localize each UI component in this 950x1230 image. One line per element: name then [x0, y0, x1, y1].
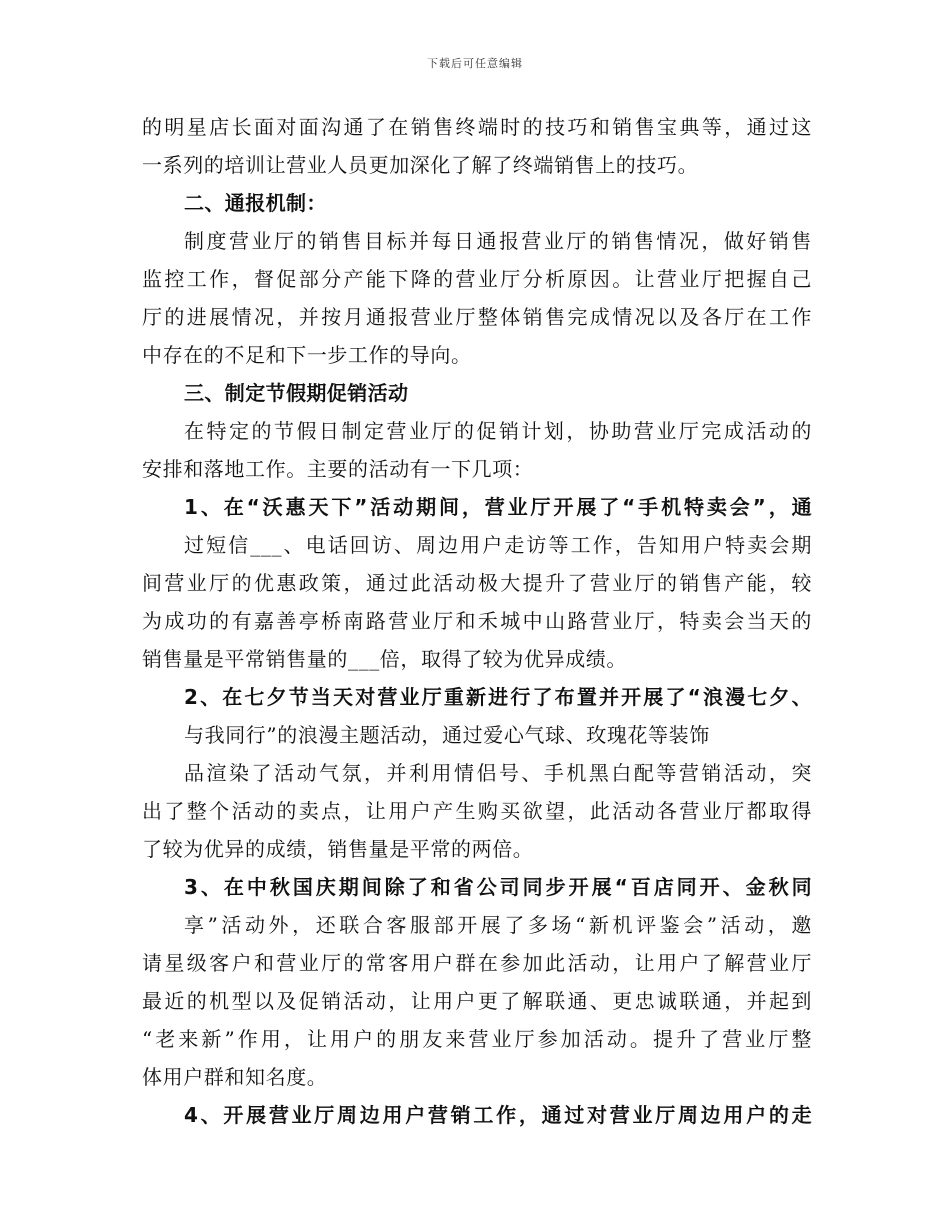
paragraph-line: 监控工作，督促部分产能下降的营业厅分析原因。让营业厅把握自己 — [142, 267, 812, 291]
paragraph-line: 最近的机型以及促销活动，让用户更了解联通、更忠诚联通，并起到 — [142, 989, 812, 1013]
list-item-4-heading: 4、开展营业厅周边用户营销工作，通过对营业厅周边用户的走 — [184, 1103, 812, 1127]
paragraph-line: 在特定的节假日制定营业厅的促销计划，协助营业厅完成活动的 — [184, 419, 812, 443]
list-item-3-heading: 3、在中秋国庆期间除了和省公司同步开展“百店同开、金秋同 — [184, 875, 812, 899]
paragraph-line: 享”活动外，还联合客服部开展了多场“新机评鉴会”活动，邀 — [184, 913, 812, 937]
paragraph-line: 的明星店长面对面沟通了在销售终端时的技巧和销售宝典等，通过这 — [142, 115, 812, 139]
document-body — [142, 108, 812, 1134]
list-item-2-heading: 2、在七夕节当天对营业厅重新进行了布置并开展了“浪漫七夕、 — [184, 685, 812, 709]
paragraph-line: 请星级客户和营业厅的常客用户群在参加此活动，让用户了解营业厅 — [142, 951, 812, 975]
paragraph-line: 过短信___、电话回访、周边用户走访等工作，告知用户特卖会期 — [184, 533, 812, 557]
page-header-note: 下载后可任意编辑 — [427, 57, 523, 70]
paragraph-line: 与我同行”的浪漫主题活动，通过爱心气球、玫瑰花等装饰 — [184, 723, 710, 747]
paragraph-line: 品渲染了活动气氛，并利用情侣号、手机黑白配等营销活动，突 — [184, 761, 812, 785]
paragraph-line: 中存在的不足和下一步工作的导向。 — [142, 343, 472, 367]
paragraph-line: 了较为优异的成绩，销售量是平常的两倍。 — [142, 837, 534, 861]
paragraph-line: 一系列的培训让营业人员更加深化了解了终端销售上的技巧。 — [142, 153, 699, 177]
paragraph-line: 为成功的有嘉善亭桥南路营业厅和禾城中山路营业厅，特卖会当天的 — [142, 609, 812, 633]
paragraph-line: 安排和落地工作。主要的活动有一下几项： — [142, 457, 534, 481]
section-heading-2: 二、通报机制： — [184, 191, 327, 215]
paragraph-line: 制度营业厅的销售目标并每日通报营业厅的销售情况，做好销售 — [184, 229, 812, 253]
paragraph-line: 体用户群和知名度。 — [142, 1065, 328, 1089]
list-item-1-heading: 1、在“沃惠天下”活动期间，营业厅开展了“手机特卖会”，通 — [184, 495, 812, 519]
paragraph-line: 厅的进展情况，并按月通报营业厅整体销售完成情况以及各厅在工作 — [142, 305, 812, 329]
paragraph-line: “老来新”作用，让用户的朋友来营业厅参加活动。提升了营业厅整 — [142, 1027, 812, 1051]
paragraph-line: 间营业厅的优惠政策，通过此活动极大提升了营业厅的销售产能，较 — [142, 571, 812, 595]
paragraph-line: 销售量是平常销售量的___倍，取得了较为优异成绩。 — [142, 647, 627, 671]
paragraph-line: 出了整个活动的卖点，让用户产生购买欲望，此活动各营业厅都取得 — [142, 799, 812, 823]
section-heading-3: 三、制定节假期促销活动 — [184, 381, 409, 405]
